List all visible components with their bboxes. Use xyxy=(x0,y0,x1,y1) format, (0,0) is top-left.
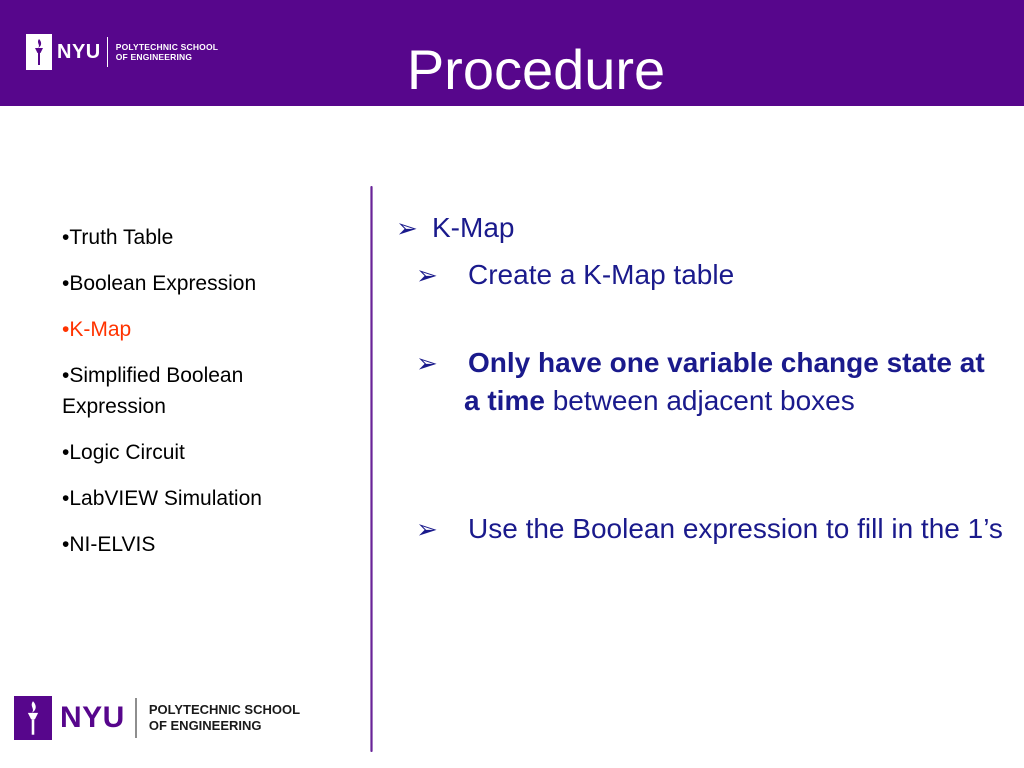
bullet-text: Create a K-Map table xyxy=(468,259,735,290)
vertical-divider xyxy=(370,186,373,752)
outline-item-simplified-boolean-expression: •Simplified Boolean Expression xyxy=(62,364,244,418)
footer-logo-school-name xyxy=(149,702,300,734)
outline-item-boolean-expression: •Boolean Expression xyxy=(62,272,257,295)
bullet-fill-ones xyxy=(416,510,1004,548)
bullet-text: Use the Boolean expression to fill in the 1’s xyxy=(468,513,1003,544)
page-title: Procedure xyxy=(406,38,666,101)
header-bar xyxy=(0,0,1024,106)
outline-item-truth-table: •Truth Table xyxy=(62,226,174,249)
arrow-bullet-icon: ➢ xyxy=(416,260,438,290)
arrow-bullet-icon: ➢ xyxy=(416,348,438,378)
content-heading-text: K-Map xyxy=(432,212,515,243)
outline-item-k-map: •K-Map xyxy=(62,318,132,341)
bullet-text: between adjacent boxes xyxy=(544,385,855,416)
footer-logo-school-line1: POLYTECHNIC SCHOOL xyxy=(148,702,301,717)
logo-wordmark: NYU xyxy=(57,40,101,63)
bullet-one-variable-change xyxy=(416,344,1004,420)
bullet-create-kmap xyxy=(416,256,1004,294)
bullet-bold-text: Only have one variable change state at a time xyxy=(464,347,985,416)
torch-icon xyxy=(14,696,52,740)
arrow-bullet-icon: ➢ xyxy=(396,213,418,243)
footer-logo-school-line2: OF ENGINEERING xyxy=(148,718,262,733)
arrow-bullet-icon: ➢ xyxy=(416,514,438,544)
logo-school-line2: OF ENGINEERING xyxy=(115,52,193,62)
outline-item-ni-elvis: •NI-ELVIS xyxy=(62,533,156,556)
logo-school-line1: POLYTECHNIC SCHOOL xyxy=(115,42,219,52)
footer-logo-wordmark: NYU xyxy=(60,701,125,734)
outline-item-logic-circuit: •Logic Circuit xyxy=(62,441,185,464)
outline-list xyxy=(62,222,332,575)
footer-logo xyxy=(14,696,300,740)
content-heading xyxy=(396,210,514,246)
footer-logo-divider xyxy=(135,698,137,738)
outline-item-labview-simulation: •LabVIEW Simulation xyxy=(62,487,262,510)
